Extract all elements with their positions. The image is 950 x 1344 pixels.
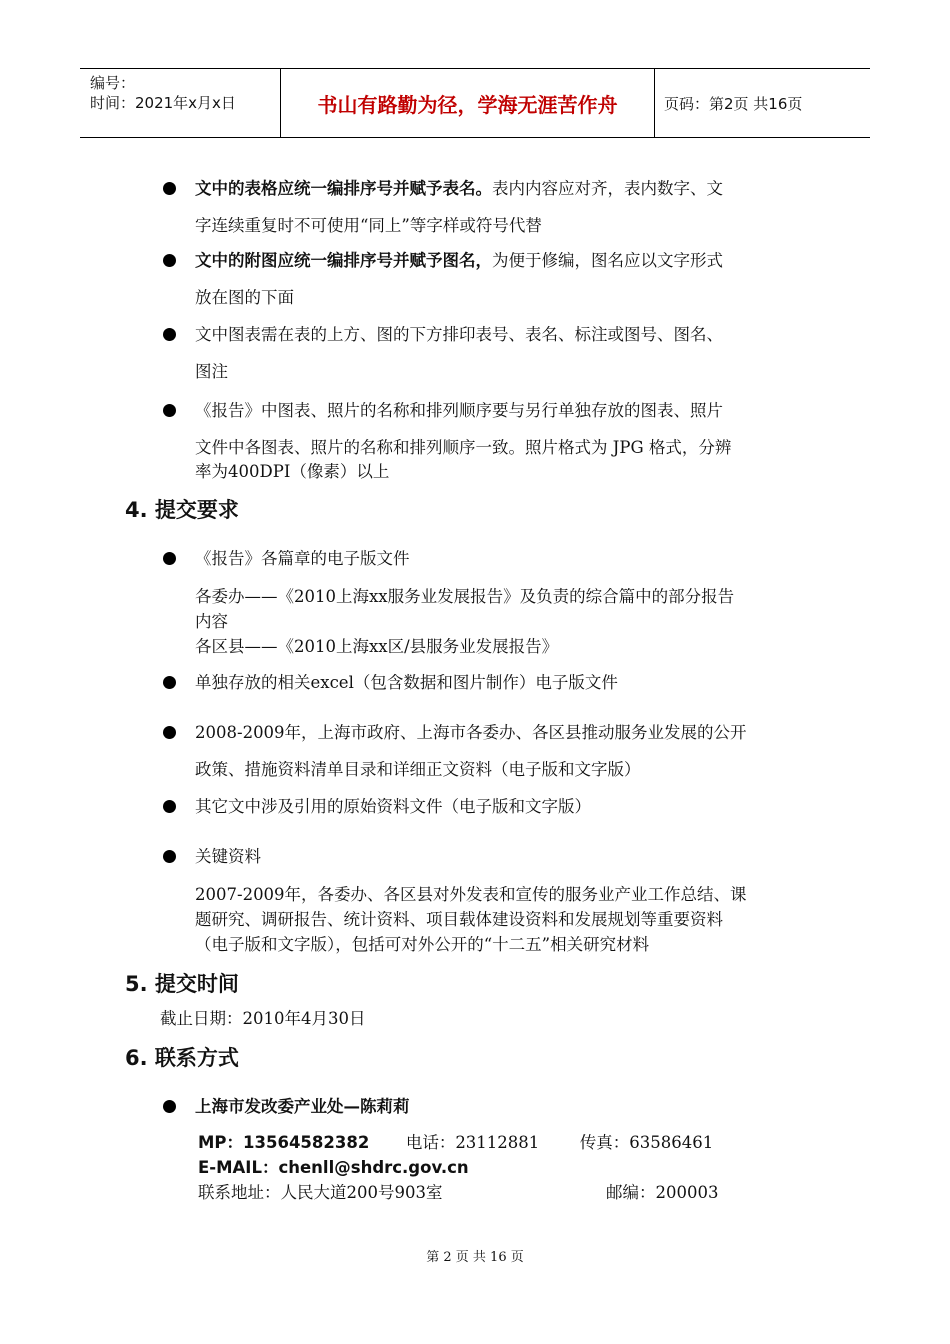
sub-text [195, 882, 835, 957]
postcode: 邮编：200003 [606, 1183, 719, 1202]
body-text: 《报告》各篇章的电子版文件 [195, 549, 410, 568]
body-text: 《报告》中图表、照片的名称和排列顺序要与另行单独存放的图表、照片 [195, 401, 723, 420]
page-header [80, 68, 870, 138]
contact-name: 上海市发改委产业处—陈莉莉 [195, 1097, 410, 1116]
bullet-icon [163, 726, 176, 739]
bullet-icon [163, 328, 176, 341]
body-text: 2008-2009年，上海市政府、上海市各委办、各区县推动服务业发展的公开 [195, 723, 747, 742]
number-label: 编号： [90, 74, 136, 92]
sub-line: 题研究、调研报告、统计资料、项目载体建设资料和发展规划等重要资料 [195, 910, 723, 929]
deadline-text: 截止日期：2010年4月30日 [160, 1009, 366, 1028]
body-text: 表内内容应对齐，表内数字、文 [492, 179, 723, 198]
fax: 传真：63586461 [579, 1133, 714, 1152]
bold-text: 文中的表格应统一编排序号并赋予表名。 [195, 179, 492, 198]
body-text: 字连续重复时不可使用“同上”等字样或符号代替 [195, 216, 542, 235]
bullet-icon [163, 254, 176, 267]
section-heading: 4. 提交要求 [125, 498, 239, 522]
header-motto: 书山有路勤为径，学海无涯苦作舟 [281, 69, 655, 137]
bold-text: 文中的附图应统一编排序号并赋予图名， [195, 251, 492, 270]
body-text: 为便于修编，图名应以文字形式 [492, 251, 723, 270]
body-text: 文件中各图表、照片的名称和排列顺序一致。照片格式为 JPG 格式，分辨 [195, 438, 732, 457]
sub-text [195, 584, 835, 659]
bullet-icon [163, 800, 176, 813]
body-text: 政策、措施资料清单目录和详细正文资料（电子版和文字版） [195, 760, 641, 779]
sub-line: 2007-2009年，各委办、各区县对外发表和宣传的服务业产业工作总结、课 [195, 885, 747, 904]
sub-line: 各区县——《2010上海xx区/县服务业发展报告》 [195, 637, 559, 656]
mp-number: 13564582382 [243, 1133, 370, 1152]
sub-line: （电子版和文字版），包括可对外公开的“十二五”相关研究材料 [195, 935, 650, 954]
mp-label: MP： [198, 1133, 244, 1152]
section-heading: 5. 提交时间 [125, 972, 239, 996]
body-text: 其它文中涉及引用的原始资料文件（电子版和文字版） [195, 797, 591, 816]
sub-line: 内容 [195, 612, 228, 631]
contact-line-2 [198, 1155, 469, 1180]
body-text: 率为400DPI（像素）以上 [195, 462, 390, 481]
contact-line-3 [198, 1180, 443, 1205]
body-text: 文中图表需在表的上方、图的下方排印表号、表名、标注或图号、图名、 [195, 325, 723, 344]
body-text: 图注 [195, 362, 228, 381]
page-footer: 第 2 页 共 16 页 [426, 1250, 524, 1265]
bullet-icon [163, 552, 176, 565]
phone: 电话：23112881 [405, 1133, 540, 1152]
bullet-icon [163, 850, 176, 863]
email-label: E-MAIL： [198, 1158, 279, 1177]
body-text: 关键资料 [195, 847, 261, 866]
header-page-code: 页码：第2页 共16页 [664, 94, 803, 113]
bullet-icon [163, 676, 176, 689]
body-text: 放在图的下面 [195, 288, 294, 307]
bullet-icon [163, 404, 176, 417]
section-heading: 6. 联系方式 [125, 1046, 239, 1070]
sub-line: 各委办——《2010上海xx服务业发展报告》及负责的综合篇中的部分报告 [195, 587, 735, 606]
body-text: 单独存放的相关excel（包含数据和图片制作）电子版文件 [195, 673, 618, 692]
bullet-icon [163, 182, 176, 195]
email-link[interactable]: chenll@shdrc.gov.cn [278, 1158, 469, 1177]
bullet-icon [163, 1100, 176, 1113]
contact-line-1 [198, 1130, 713, 1155]
time-label: 时间：2021年x月x日 [90, 94, 236, 112]
address: 联系地址：人民大道200号903室 [198, 1183, 443, 1202]
header-meta [80, 69, 281, 137]
